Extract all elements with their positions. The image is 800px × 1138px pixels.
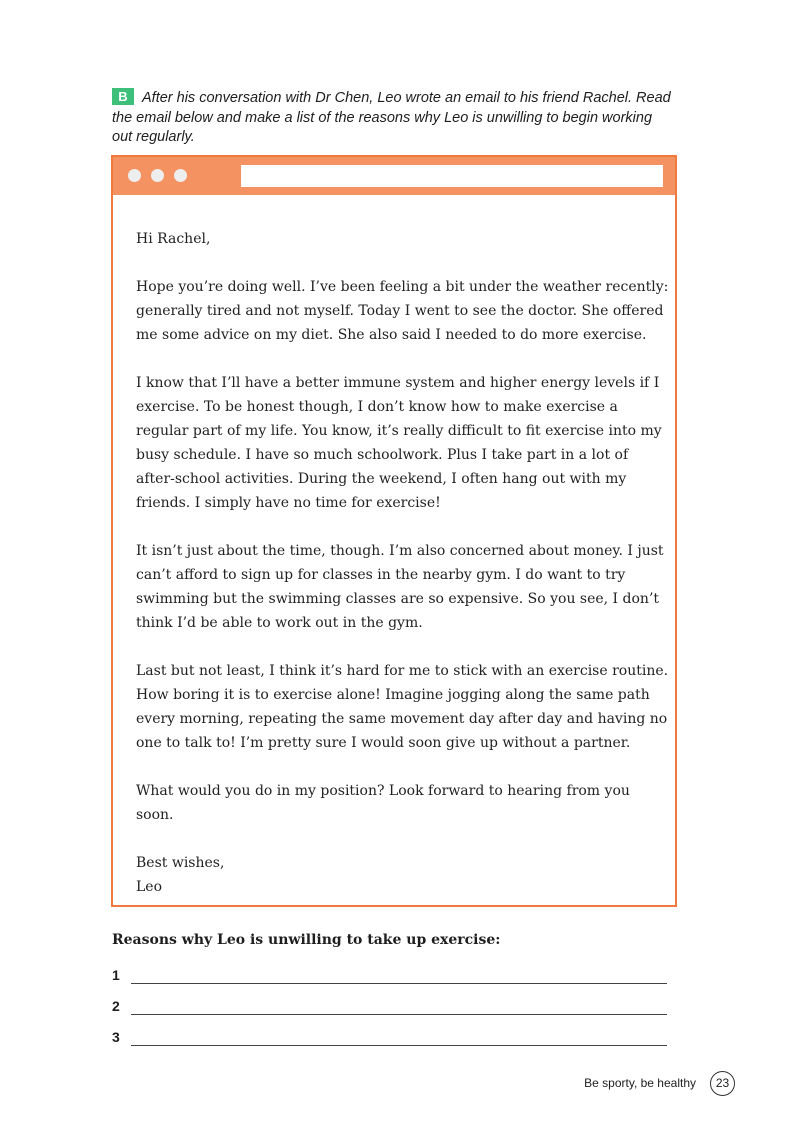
answer-number: 1 xyxy=(112,967,120,983)
email-body xyxy=(136,227,671,899)
window-dot-icon xyxy=(151,169,164,182)
email-signature: Leo xyxy=(136,879,163,895)
email-greeting: Hi Rachel, xyxy=(136,231,211,247)
email-paragraph: I know that I’ll have a better immune system and higher energy levels if I exercise. To be honest though, I don’t know how to make exercise a regular part of my life. You know, it’s really difficult to fit exercise into my busy schedule. I have so much schoolwork. Plus I take part in a lot of after-school activities. During the weekend, I often hang out with my friends. I simply have no time for exercise! xyxy=(136,375,662,511)
email-signoff: Best wishes, xyxy=(136,855,225,871)
answer-row xyxy=(112,998,667,1020)
window-dot-icon xyxy=(174,169,187,182)
email-paragraph: Last but not least, I think it’s hard for me to stick with an exercise routine. How boring it is to exercise alone! Imagine jogging along the same path every morning, repeating the same movement day after day and having no one to talk to! I’m pretty sure I would soon give up without a partner. xyxy=(136,663,669,751)
answer-line[interactable] xyxy=(131,1045,667,1046)
answer-line[interactable] xyxy=(131,1014,667,1015)
page-number: 23 xyxy=(710,1071,735,1096)
email-paragraph: What would you do in my position? Look forward to hearing from you soon. xyxy=(136,783,630,823)
section-badge: B xyxy=(112,88,134,105)
answer-line[interactable] xyxy=(131,983,667,984)
footer-unit-title: Be sporty, be healthy xyxy=(584,1076,696,1090)
answer-row xyxy=(112,967,667,989)
reasons-heading: Reasons why Leo is unwilling to take up exercise: xyxy=(112,932,501,948)
email-paragraph: Hope you’re doing well. I’ve been feeling a bit under the weather recently: generally tired and not myself. Today I went to see the doctor. She offered me some advice on my diet. She also said I needed to do more exercise. xyxy=(136,279,669,343)
email-window xyxy=(111,155,677,907)
email-paragraph: It isn’t just about the time, though. I’m also concerned about money. I just can’t afford to sign up for classes in the nearby gym. I do want to try swimming but the swimming classes are so expensive. So you see, I don’t think I’d be able to work out in the gym. xyxy=(136,543,664,631)
exercise-instruction xyxy=(112,88,672,148)
answer-number: 3 xyxy=(112,1029,120,1045)
address-bar xyxy=(241,165,663,187)
answer-row xyxy=(112,1029,667,1051)
window-dot-icon xyxy=(128,169,141,182)
answer-number: 2 xyxy=(112,998,120,1014)
instruction-text: After his conversation with Dr Chen, Leo wrote an email to his friend Rachel. Read the email below and make a list of the reasons why Leo is unwilling to begin working out regularly. xyxy=(112,90,671,145)
window-title-bar xyxy=(113,157,675,195)
